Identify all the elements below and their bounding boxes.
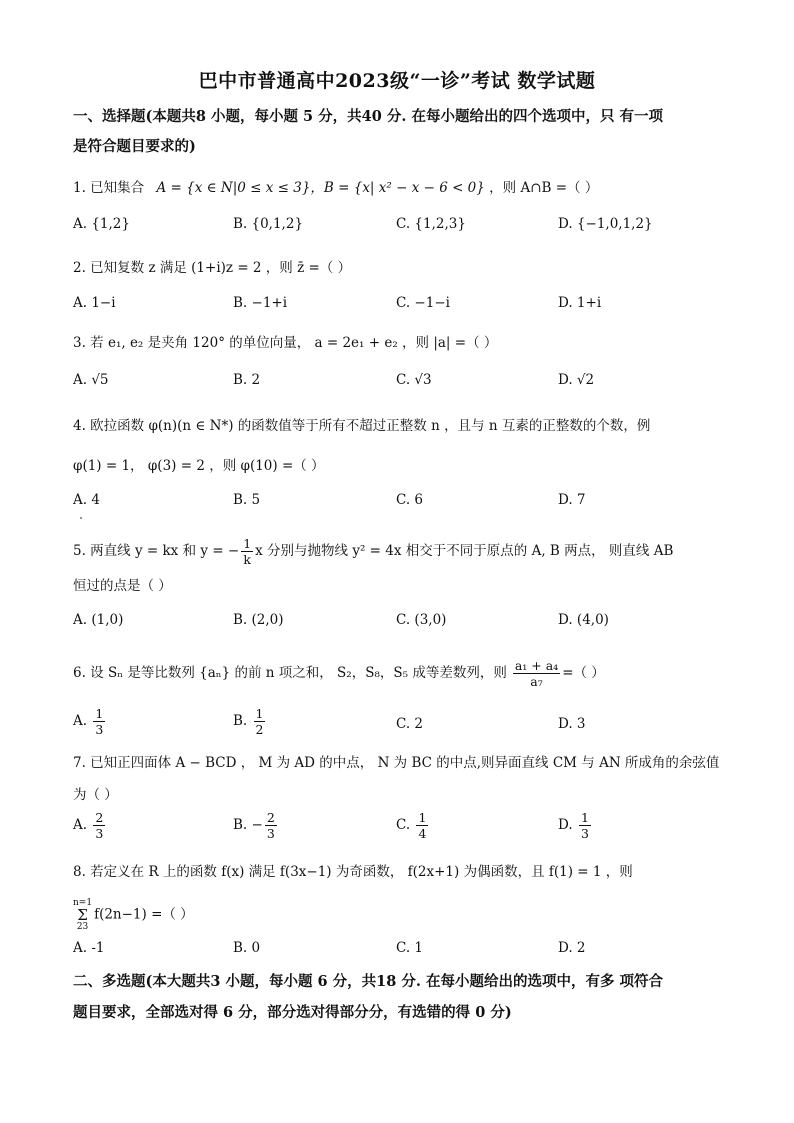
q6-fraction-numerator: a₁ + a₄ <box>514 658 559 673</box>
q8-options <box>73 940 723 966</box>
q1-option-d[interactable]: D. {−1,0,1,2} <box>558 216 653 232</box>
q7-option-d[interactable] <box>558 810 593 841</box>
section-2-line-2: 题目要求，全部选对得 6 分，部分选对得部分分，有选错的得 0 分) <box>73 1004 512 1021</box>
q7-option-c-num: 1 <box>418 810 427 825</box>
q5-fraction <box>241 536 253 567</box>
question-5-line-1 <box>73 536 733 567</box>
q4-options <box>73 492 723 518</box>
q6-option-c[interactable]: C. 2 <box>396 716 424 732</box>
q5-options <box>73 612 723 638</box>
q1-option-b[interactable]: B. {0,1,2} <box>233 216 304 232</box>
q7-options <box>73 810 723 850</box>
exam-title: 巴中市普通高中2023级“一诊”考试 数学试题 <box>198 70 596 92</box>
q7-option-b-fraction <box>265 810 277 841</box>
q1-options <box>73 216 723 242</box>
q1-suffix: ，则 A∩B =（ ） <box>489 180 599 196</box>
q7-option-d-den: 3 <box>580 826 589 841</box>
sum-lower-limit: 23 <box>76 922 89 932</box>
question-3: 3. 若 e₁, e₂ 是夹角 120° 的单位向量， a = 2e₁ + e₂ ，则 |a| =（ ） <box>73 335 498 351</box>
q7-option-b[interactable] <box>233 810 279 841</box>
q4-option-b[interactable]: B. 5 <box>233 492 261 508</box>
question-8-line-2 <box>73 898 733 932</box>
q8-option-a[interactable]: A. -1 <box>73 940 105 956</box>
q5-part-2: x 分别与抛物线 y² = 4x 相交于不同于原点的 A, B 两点， 则直线 AB <box>255 543 674 559</box>
section-2-heading <box>73 969 728 1025</box>
q7-option-a[interactable] <box>73 810 107 841</box>
q5-option-c[interactable]: C. (3,0) <box>396 612 447 628</box>
q5-option-a[interactable]: A. (1,0) <box>73 612 124 628</box>
q2-option-d[interactable]: D. 1+i <box>558 295 602 311</box>
q6-option-a-den: 3 <box>95 722 104 737</box>
q7-option-c[interactable] <box>396 810 430 841</box>
q7-option-b-num: 2 <box>266 810 275 825</box>
question-6 <box>73 658 733 689</box>
question-4-line-1: 4. 欧拉函数 φ(n)(n ∈ N*) 的函数值等于所有不超过正整数 n ，且与 n 互素的正整数的个数，例 <box>73 418 651 434</box>
q7-option-a-label: A. <box>73 817 88 833</box>
q4-option-c[interactable]: C. 6 <box>396 492 424 508</box>
q6-option-b-fraction <box>254 706 266 737</box>
q6-part-1: 6. 设 Sₙ 是等比数列 {aₙ} 的前 n 项之和， S₂，S₈，S₅ 成等差数列，则 <box>73 665 507 681</box>
q6-fraction <box>513 658 560 689</box>
q5-fraction-denominator: k <box>243 552 251 567</box>
section-1-line-2: 是符合题目要求的) <box>73 138 196 155</box>
q5-part-1: 5. 两直线 y = kx 和 y = − <box>73 543 240 559</box>
question-7-line-1: 7. 已知正四面体 A − BCD ， M 为 AD 的中点， N 为 BC 的中点,则异面直线 CM 与 AN 所成角的余弦值 <box>73 755 720 771</box>
q2-options <box>73 295 723 321</box>
q6-fraction-denominator: a₇ <box>530 674 543 689</box>
question-2: 2. 已知复数 z 满足 (1+i)z = 2 ，则 z̄ =（ ） <box>73 260 352 276</box>
q6-option-a-num: 1 <box>95 706 104 721</box>
q2-option-b[interactable]: B. −1+i <box>233 295 288 311</box>
q3-option-b[interactable]: B. 2 <box>233 372 261 388</box>
q8-option-d[interactable]: D. 2 <box>558 940 586 956</box>
section-1-heading <box>73 104 728 159</box>
q6-part-2: =（ ） <box>562 665 605 681</box>
q7-option-c-label: C. <box>396 817 411 833</box>
sigma-icon: Σ <box>77 906 88 924</box>
q4-option-d[interactable]: D. 7 <box>558 492 586 508</box>
q7-option-c-den: 4 <box>418 826 427 841</box>
summation-symbol <box>73 898 92 932</box>
q5-option-b[interactable]: B. (2,0) <box>233 612 284 628</box>
q8-option-c[interactable]: C. 1 <box>396 940 424 956</box>
question-7-line-2: 为（ ） <box>73 787 118 803</box>
q1-option-c[interactable]: C. {1,2,3} <box>396 216 466 232</box>
q7-option-c-fraction <box>416 810 428 841</box>
q6-option-a[interactable] <box>73 706 107 737</box>
q7-option-b-label: B. − <box>233 817 263 833</box>
q7-option-d-num: 1 <box>580 810 589 825</box>
q7-option-d-label: D. <box>558 817 573 833</box>
q7-option-a-den: 3 <box>95 826 104 841</box>
q6-option-a-label: A. <box>73 713 88 729</box>
q1-prefix: 1. 已知集合 <box>73 180 145 196</box>
q6-option-b-den: 2 <box>255 722 264 737</box>
sum-upper-limit: n=1 <box>73 898 93 908</box>
q4-option-a[interactable]: A. 4 <box>73 492 100 508</box>
stray-mark <box>80 517 82 519</box>
section-1-line-1: 一、选择题(本题共8 小题，每小题 5 分，共40 分. 在每小题给出的四个选项中，只 有一项 <box>73 108 664 125</box>
q3-option-c[interactable]: C. √3 <box>396 372 432 388</box>
q7-option-a-num: 2 <box>95 810 104 825</box>
q5-fraction-numerator: 1 <box>243 536 252 551</box>
q6-option-a-fraction <box>93 706 105 737</box>
q8-option-b[interactable]: B. 0 <box>233 940 261 956</box>
question-5-line-2: 恒过的点是（ ） <box>73 578 172 594</box>
q8-sum-expression: f(2n−1) =（ ） <box>94 906 194 923</box>
q2-option-c[interactable]: C. −1−i <box>396 295 450 311</box>
q3-options <box>73 372 723 398</box>
q7-option-b-den: 3 <box>266 826 275 841</box>
question-8-line-1: 8. 若定义在 R 上的函数 f(x) 满足 f(3x−1) 为奇函数， f(2x+1) 为偶函数，且 f(1) = 1 ，则 <box>73 864 633 880</box>
q5-option-d[interactable]: D. (4,0) <box>558 612 609 628</box>
q6-option-b[interactable] <box>233 706 267 737</box>
question-4-line-2: φ(1) = 1， φ(3) = 2 ，则 φ(10) =（ ） <box>73 458 325 474</box>
q7-option-a-fraction <box>93 810 105 841</box>
q7-option-d-fraction <box>579 810 591 841</box>
q6-options <box>73 706 723 746</box>
section-2-line-1: 二、多选题(本大题共3 小题，每小题 6 分，共18 分. 在每小题给出的选项中，有多 项符合 <box>73 973 664 990</box>
q6-option-d[interactable]: D. 3 <box>558 716 586 732</box>
q1-sets: A = {x ∈ N|0 ≤ x ≤ 3}，B = {x| x² − x − 6 < 0} <box>156 180 485 196</box>
q3-option-d[interactable]: D. √2 <box>558 372 595 388</box>
q2-option-a[interactable]: A. 1−i <box>73 295 116 311</box>
q6-option-b-num: 1 <box>255 706 264 721</box>
question-1 <box>73 176 733 200</box>
q3-option-a[interactable]: A. √5 <box>73 372 109 388</box>
q6-option-b-label: B. <box>233 713 248 729</box>
q1-option-a[interactable]: A. {1,2} <box>73 216 130 232</box>
